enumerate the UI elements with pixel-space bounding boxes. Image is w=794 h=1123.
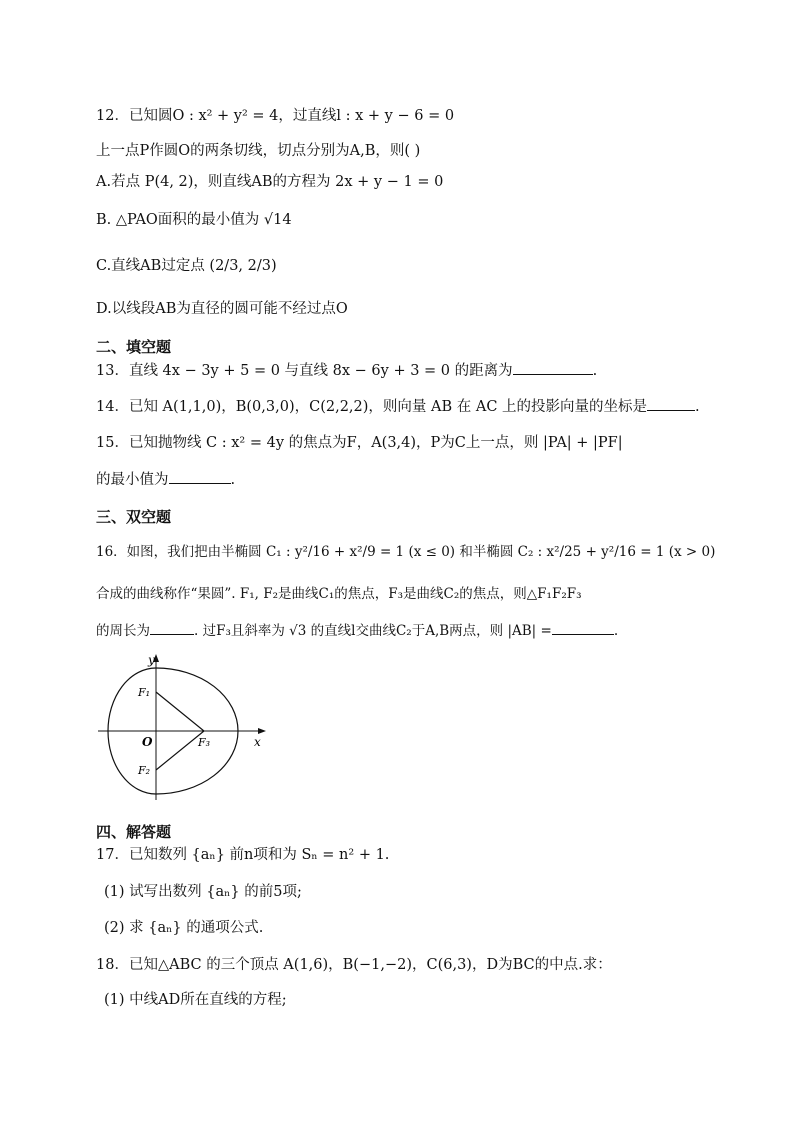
origin-label: O	[142, 735, 153, 749]
x-axis-arrow	[258, 728, 266, 734]
section-fill-blank-title: 二、填空题	[96, 338, 172, 356]
y-axis-label: y	[148, 653, 155, 667]
f3-label: F₃	[198, 736, 211, 749]
q13-end: .	[592, 363, 598, 379]
q17-part2: (2) 求 {aₙ} 的通项公式.	[104, 920, 264, 936]
q18-part1: (1) 中线AD所在直线的方程;	[104, 992, 287, 1008]
q14	[96, 396, 700, 417]
q18-stem: 18．已知△ABC 的三个顶点 A(1,6)，B(−1,−2)，C(6,3)，D为BC的中点.求：	[96, 957, 612, 973]
x-axis-label: x	[254, 735, 261, 749]
q17-stem: 17．已知数列 {aₙ} 前n项和为 Sₙ = n² + 1.	[96, 847, 390, 863]
f1-label: F₁	[138, 686, 151, 699]
q15-answer-blank[interactable]	[169, 469, 231, 484]
q12-option-d: D.以线段AB为直径的圆可能不经过点O	[96, 301, 348, 317]
q16-end: .	[613, 623, 619, 639]
q13	[96, 360, 597, 381]
q13-text: 13．直线 4x − 3y + 5 = 0 与直线 8x − 6y + 3 = 0 的距离为	[96, 363, 513, 379]
q12-line2: 上一点P作圆O的两条切线，切点分别为A,B，则( )	[96, 143, 421, 159]
q15-line1: 15．已知抛物线 C : x² = 4y 的焦点为F，A(3,4)，P为C上一点，则 |PA| + |PF|	[96, 435, 623, 451]
section-double-blank-title: 三、双空题	[96, 508, 172, 526]
q16-line2: 合成的曲线称作“果圆”. F₁, F₂是曲线C₁的焦点，F₃是曲线C₂的焦点，则△F₁F₂F₃	[96, 586, 582, 602]
q16-text-b: . 过F₃且斜率为 √3 的直线l交曲线C₂于A,B两点，则 |AB| =	[194, 623, 552, 639]
q16-answer-blank-2[interactable]	[552, 620, 614, 635]
q16-line1: 16．如图，我们把由半椭圆 C₁ : y²/16 + x²/9 = 1 (x ≤ 0) 和半椭圆 C₂ : x²/25 + y²/16 = 1 (x > 0)	[96, 544, 716, 560]
q14-answer-blank[interactable]	[647, 396, 695, 411]
q12-option-c: C.直线AB过定点 (2/3, 2/3)	[96, 258, 277, 274]
q14-text: 14．已知 A(1,1,0)，B(0,3,0)，C(2,2,2)，则向量 AB 在 AC 上的投影向量的坐标是	[96, 399, 648, 415]
q14-end: .	[695, 399, 700, 415]
section-answer-title: 四、解答题	[96, 823, 172, 841]
q16-line3	[96, 620, 618, 641]
q12-option-b: B. △PAO面积的最小值为 √14	[96, 212, 292, 228]
q15-text: 的最小值为	[96, 472, 169, 488]
q15-end: .	[230, 472, 236, 488]
q16-text-a: 的周长为	[96, 623, 150, 639]
q15-line2	[96, 469, 235, 490]
q12-line1: 12．已知圆O : x² + y² = 4，过直线l : x + y − 6 = 0	[96, 108, 455, 124]
fruit-circle-figure	[92, 650, 272, 810]
q16-answer-blank-1[interactable]	[150, 620, 194, 635]
q13-answer-blank[interactable]	[513, 360, 593, 375]
f2-label: F₂	[138, 764, 151, 777]
q12-option-a: A.若点 P(4, 2)，则直线AB的方程为 2x + y − 1 = 0	[96, 174, 444, 190]
q17-part1: (1) 试写出数列 {aₙ} 的前5项;	[104, 884, 302, 900]
